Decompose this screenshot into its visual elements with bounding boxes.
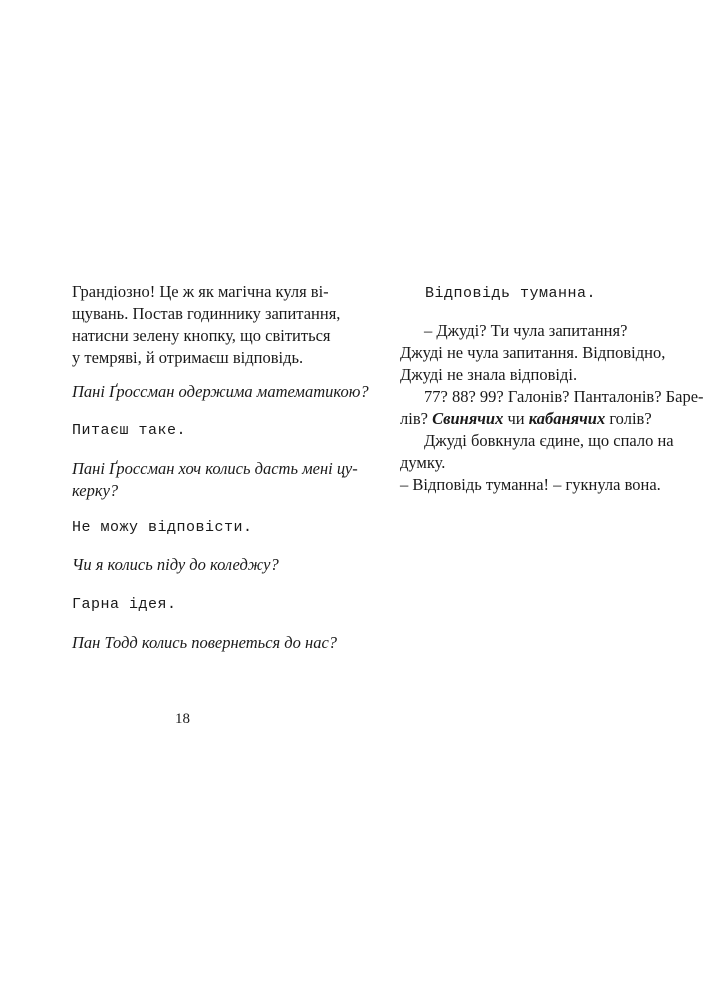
paragraph-line: щувань. Постав годиннику запитання, xyxy=(72,304,341,323)
question-line: керку? xyxy=(72,481,119,500)
question-line: Чи я колись піду до коледжу? xyxy=(72,555,279,574)
device-answer: Відповідь туманна. xyxy=(425,285,597,302)
question-line: Пан Тодд колись повернеться до нас? xyxy=(72,633,338,652)
device-answer: Гарна ідея. xyxy=(72,596,177,613)
page-number: 18 xyxy=(175,711,190,727)
paragraph-line: думку. xyxy=(400,453,446,472)
text-segment: лів? xyxy=(400,409,433,428)
device-answer: Не можу відповісти. xyxy=(72,519,253,536)
emphasis-word: кабанячих xyxy=(528,409,606,428)
emphasis-word: Свинячих xyxy=(432,409,504,428)
text-segment: чи xyxy=(503,409,529,428)
question-line: Пані Ґроссман хоч колись дасть мені цу- xyxy=(72,459,358,478)
device-answer: Питаєш таке. xyxy=(72,422,187,439)
paragraph-line: Джуді не чула запитання. Відповідно, xyxy=(400,343,666,362)
paragraph-line: Грандіозно! Це ж як магічна куля ві- xyxy=(72,282,329,301)
text-segment: голів? xyxy=(605,409,652,428)
question-line: Пані Ґроссман одержима математикою? xyxy=(72,382,369,401)
paragraph-line: Джуді бовкнула єдине, що спало на xyxy=(424,431,674,450)
paragraph-line: у темряві, й отримаєш відповідь. xyxy=(72,348,304,367)
paragraph-line: 77? 88? 99? Галонів? Панталонів? Баре- xyxy=(424,387,704,406)
paragraph-line: – Джуді? Ти чула запитання? xyxy=(424,321,628,340)
paragraph-line-mixed xyxy=(400,408,652,430)
paragraph-line: натисни зелену кнопку, що світиться xyxy=(72,326,331,345)
paragraph-line: – Відповідь туманна! – гукнула вона. xyxy=(400,475,661,494)
right-page xyxy=(360,0,720,1000)
paragraph-line: Джуді не знала відповіді. xyxy=(400,365,578,384)
